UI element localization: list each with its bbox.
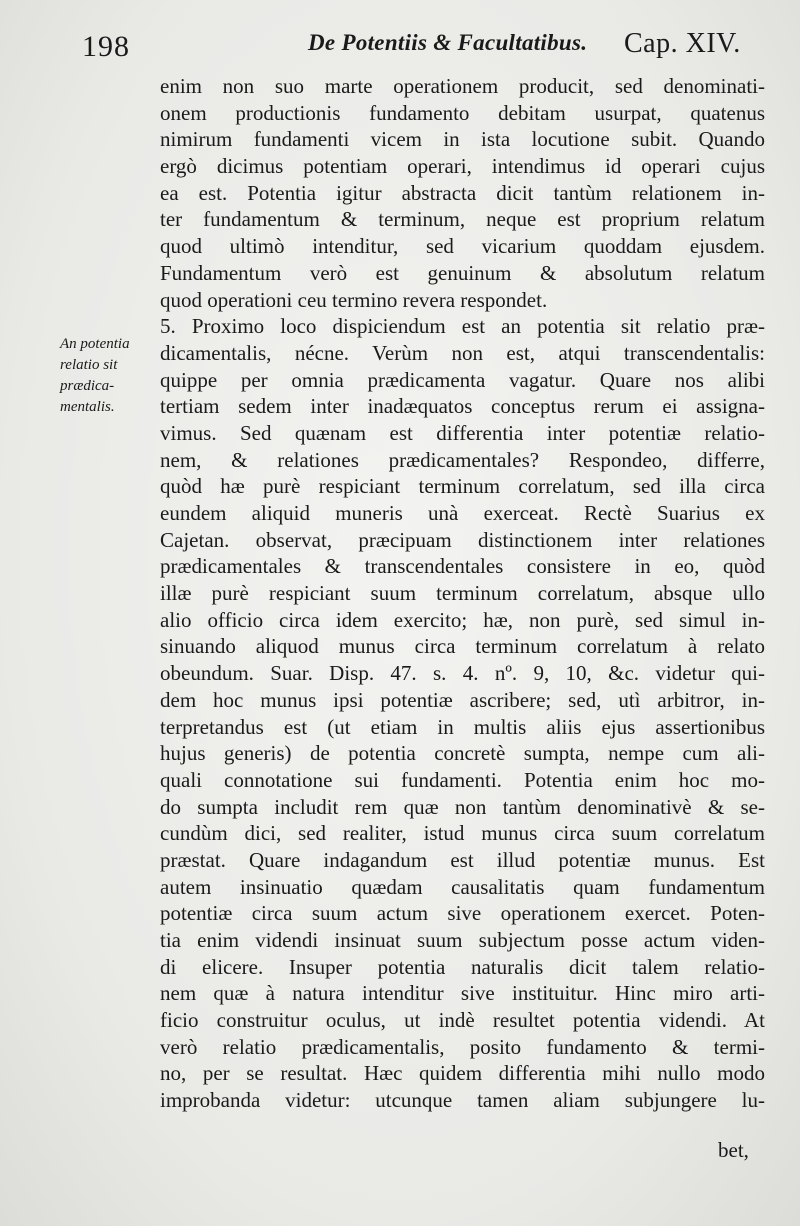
text-line: dem hoc munus ipsi potentiæ ascribere; sed, utì arbitror, in- (160, 687, 765, 712)
text-line: improbanda videtur: utcunque tamen aliam subjungere lu- (160, 1088, 765, 1113)
text-line: no, per se resultat. Hæc quidem differentia mihi nullo modo (160, 1061, 765, 1086)
text-line: alio officio circa idem exercito; hæ, non purè, sed simul in- (160, 607, 765, 632)
text-line: nimirum fundamenti vicem in ista locutione subit. Quando (160, 127, 765, 152)
chapter-label: Cap. XIV. (624, 28, 741, 59)
marginal-note (60, 334, 155, 418)
text-line: dicamentalis, néсne. Verùm non est, atqui transcendentalis: (160, 340, 765, 365)
text-line: autem insinuatio quædam causalitatis quam fundamentum (160, 874, 765, 899)
text-line: tia enim videndi insinuat suum subjectum posse actum viden- (160, 928, 765, 952)
text-line: quod operationi ceu termino revera respondet. (160, 287, 548, 312)
text-line: quippe per omnia prædicamenta vagatur. Quare nos alibi (160, 367, 765, 392)
text-line: enim non suo marte operationem producit, sed denominati- (160, 74, 765, 98)
marginal-note-line: prædica- (60, 378, 115, 394)
text-line: cundùm dici, sed realiter, istud munus circa suum correlatum (160, 821, 765, 846)
text-line: præstat. Quare indagandum est illud potentiæ munus. Est (160, 847, 765, 872)
text-line: ergò dicimus potentiam operari, intendimus id operari cujus (160, 154, 765, 179)
catchword: bet, (718, 1138, 749, 1162)
text-line: di elicere. Insuper potentia naturalis dicit talem relatio- (160, 954, 765, 979)
text-line: Fundamentum verò est genuinum & absolutum relatum (160, 260, 765, 285)
text-line: quòd hæ purè respiciant terminum correlatum, sed illa circa (160, 474, 765, 499)
text-line: terpretandus est (ut etiam in multis aliis ejus assertionibus (160, 714, 765, 739)
marginal-note-line: mentalis. (60, 399, 115, 415)
text-line: sinuando aliquod munus circa terminum correlatum à relato (160, 634, 765, 659)
marginal-note-line: relatio sit (60, 357, 118, 373)
text-line: 5. Proximo loco dispiciendum est an potentia sit relatio præ- (160, 314, 765, 339)
running-title: De Potentiis & Facultatibus. (308, 30, 588, 55)
text-line: nem, & relationes prædicamentales? Respondeo, differre, (160, 447, 765, 472)
text-line: nem quæ à natura intenditur sive instituitur. Hinc miro arti- (160, 981, 765, 1006)
text-line: quod ultimò intenditur, sed vicarium quoddam ejusdem. (160, 234, 765, 259)
body-text (160, 73, 765, 1114)
text-line: onem productionis fundamento debitam usurpat, quatenus (160, 100, 765, 125)
text-line: quali connotatione sui fundamenti. Potentia enim hoc mo- (160, 767, 765, 792)
text-line: Cajetan. observat, præcipuam distinctionem inter relationes (160, 527, 765, 552)
text-line: hujus generis) de potentia concretè sumpta, nempe cum ali- (160, 741, 765, 766)
text-line: vimus. Sed quænam est differentia inter potentiæ relatio- (160, 420, 765, 445)
text-line: tertiam sedem inter inadæquatos conceptus rerum ei assigna- (160, 394, 765, 419)
text-line: ficio construitur oculus, ut indè resultet potentia videndi. At (160, 1008, 765, 1033)
text-line: verò relatio prædicamentalis, posito fundamento & termi- (160, 1034, 765, 1059)
text-line: illæ purè respiciant suum terminum correlatum, absque ullo (160, 581, 765, 606)
text-line: obeundum. Suar. Disp. 47. s. 4. nº. 9, 10, &c. videtur qui- (160, 661, 765, 686)
text-line: prædicamentales & transcendentales consistere in eo, quòd (160, 554, 765, 579)
text-line: potentiæ circa suum actum sive operationem exercet. Poten- (160, 901, 765, 926)
marginal-note-line: An potentia (60, 336, 130, 352)
text-line: do sumpta includit rem quæ non tantùm denominativè & se- (160, 794, 765, 819)
text-line: ea est. Potentia igitur abstracta dicit tantùm relationem in- (160, 180, 765, 205)
text-line: ter fundamentum & terminum, neque est proprium relatum (160, 207, 765, 232)
page-number: 198 (82, 30, 130, 63)
text-line: eundem aliquid muneris unà exerceat. Rectè Suarius ex (160, 501, 765, 525)
